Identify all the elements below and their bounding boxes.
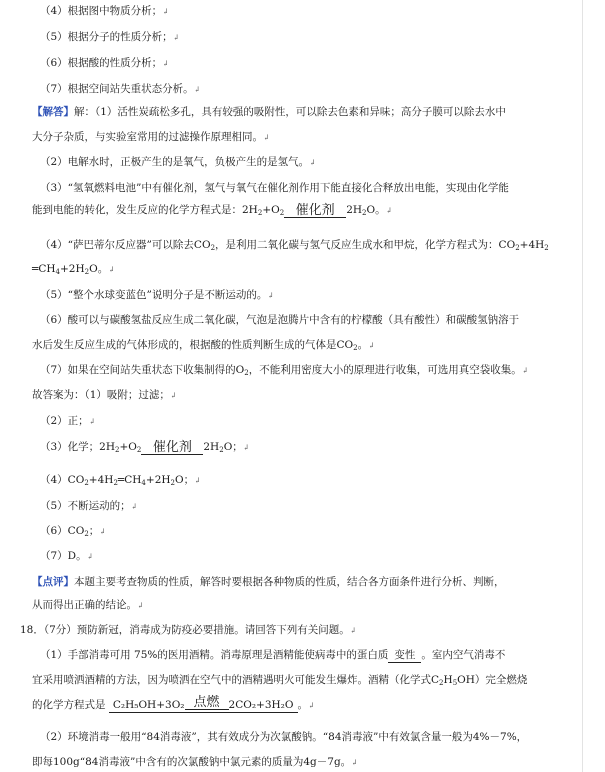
answer-6: $(6)CO_2$；↲ [40, 525, 106, 538]
paragraph-mark: ↲ [99, 527, 106, 536]
solution-6b: 水后发生反应生成的气体形成的，根据酸的性质判断生成的气体是$CO_2$。↲ [32, 339, 375, 352]
jieda-tag: 【解答】 [32, 106, 74, 118]
subscript: 2 [136, 446, 142, 454]
subscript: 4 [55, 268, 60, 276]
paragraph-mark: ↲ [172, 33, 180, 42]
solution-1b: 大分子杂质，与实验室常用的过滤操作原理相同。↲ [32, 131, 270, 143]
solution-7a: （7）如果在空间站失重状态下收集制得的$O_2$，不能利用密度大小的原理进行收集，可选用真空袋收集。↲ [40, 364, 529, 377]
q18-part1b: 宜采用喷洒酒精的方法，因为喷洒在空气中的酒精遇明火可能发生爆炸。酒精（化学式$C_2H_5OH$）完全燃烧 [32, 674, 528, 687]
q18-part2b: 即每100g“84消毒液”中含有的次氯酸钠中氯元素的质量为4g－7g。↲ [32, 756, 358, 768]
answer-blank: 变性 [388, 648, 421, 663]
paragraph-mark: ↲ [263, 133, 270, 142]
subscript: 4 [141, 479, 146, 487]
paragraph-mark: ↲ [86, 552, 94, 561]
solution-2: （2）电解水时，正极产生的是氧气，负极产生的是氢气。↲ [40, 156, 316, 168]
paragraph-mark: ↲ [88, 417, 96, 426]
page-edge-rule [582, 0, 583, 772]
solution-1a: 【解答】解：（1）活性炭疏松多孔，具有较强的吸附性，可以除去色素和异味；高分子膜可以除去水中 [32, 106, 506, 118]
subscript: 2 [115, 446, 120, 454]
solution-3b: 能到电能的转化，发生反应的化学方程式是：$2H_2+O_2$ 催化剂 $2H_2O$。↲ [32, 203, 393, 218]
analysis-6: （6）根据酸的性质分析；↲ [40, 57, 169, 69]
q18-part2a: （2）环境消毒一般用“84消毒液”，其有效成分为次氯酸钠。“84消毒液”中有效氯含量一般为4%－7%， [40, 731, 528, 743]
review-a: 【点评】本题主要考查物质的性质，解答时要根据各种物质的性质，结合各方面条件进行分析、判断， [32, 576, 505, 588]
paragraph-mark: ↲ [137, 601, 144, 610]
subscript: 2 [257, 209, 263, 217]
answer-3: （3）化学；$2H_2+O_2$ 催化剂 $2H_2O$；↲ [40, 440, 250, 455]
paragraph-mark: ↲ [162, 59, 169, 68]
paragraph-mark: ↲ [242, 443, 250, 452]
answer-7: （7）D。↲ [40, 550, 94, 562]
analysis-7: （7）根据空间站失重状态分析。↲ [40, 83, 201, 95]
paragraph-mark: ↲ [267, 291, 275, 300]
subscript: 2 [84, 268, 90, 276]
question-18: 18．（7分）预防新冠，消毒成为防疫必要措施。请回答下列有关问题。↲ [20, 624, 357, 636]
paragraph-mark: ↲ [521, 366, 529, 375]
paragraph-mark: ↲ [351, 758, 358, 767]
subscript: 5 [452, 679, 458, 687]
answer-head: 故答案为：（1）吸附；过滤；↲ [32, 389, 177, 401]
paragraph-mark: ↲ [162, 7, 169, 16]
solution-6a: （6）酸可以与碳酸氢盐反应生成二氧化碳，气泡是泡腾片中含有的柠檬酸（具有酸性）和碳酸氢钠溶于 [40, 314, 520, 326]
subscript: 2 [210, 244, 216, 252]
paragraph-mark: ↲ [309, 158, 316, 167]
paragraph-mark: ↲ [308, 701, 315, 710]
answer-4: $(4)CO_2+4H_2═CH_4+2H_2O$；↲ [40, 474, 201, 487]
solution-3a: （3）“氢氧燃料电池”中有催化剂，氢气与氧气在催化剂作用下能直接化合释放出电能，实现由化学能 [40, 182, 509, 194]
ignite-arrow: 点燃 [185, 696, 229, 712]
dianping-tag: 【点评】 [32, 576, 74, 588]
paragraph-mark: ↲ [169, 391, 177, 400]
q18-part1c: 的化学方程式是 C₂H₅OH+3O₂ 点燃 2CO₂+3H₂O 。↲ [32, 695, 315, 711]
subscript: 2 [170, 479, 175, 487]
catalyst-arrow: 催化剂 [284, 204, 346, 220]
subscript: 2 [84, 479, 89, 487]
answer-2: （2）正；↲ [40, 415, 96, 427]
catalyst-arrow: 催化剂 [141, 441, 203, 457]
solution-4b: $═CH_4+2H_2O$。↲ [32, 263, 115, 276]
subscript: 2 [84, 530, 89, 538]
subscript: 2 [244, 369, 249, 377]
solution-4a: （4）“萨巴蒂尔反应器”可以除去$CO_2$，是利用二氧化碳与氢气反应生成水和甲烷，化学方程式为：$CO_2+4H_2$ [40, 239, 549, 252]
subscript: 2 [219, 446, 224, 454]
answer-5: （5）不断运动的；↲ [40, 500, 138, 512]
analysis-5: （5）根据分子的性质分析；↲ [40, 31, 180, 43]
paragraph-mark: ↲ [130, 502, 138, 511]
subscript: 2 [544, 244, 549, 252]
subscript: 2 [515, 244, 520, 252]
subscript: 2 [362, 209, 367, 217]
paragraph-mark: ↲ [349, 626, 357, 635]
review-b: 从而得出正确的结论。↲ [32, 599, 144, 611]
paragraph-mark: ↲ [368, 341, 375, 350]
analysis-4: （4）根据图中物质分析；↲ [40, 5, 169, 17]
paragraph-mark: ↲ [194, 476, 201, 485]
paragraph-mark: ↲ [385, 206, 393, 215]
subscript: 2 [439, 679, 444, 687]
paragraph-mark: ↲ [193, 85, 201, 94]
solution-5: （5）“整个水球变蓝色”说明分子是不断运动的。↲ [40, 289, 275, 301]
paragraph-mark: ↲ [108, 265, 115, 274]
q18-part1a: （1）手部消毒可用 75%的医用酒精。消毒原理是酒精能使病毒中的蛋白质 变性 。室内空气消毒不 [40, 649, 506, 661]
subscript: 2 [353, 344, 358, 352]
equation-blank: C₂H₅OH+3O₂ 点燃 2CO₂+3H₂O [109, 696, 298, 713]
subscript: 2 [279, 209, 285, 217]
subscript: 2 [113, 479, 118, 487]
